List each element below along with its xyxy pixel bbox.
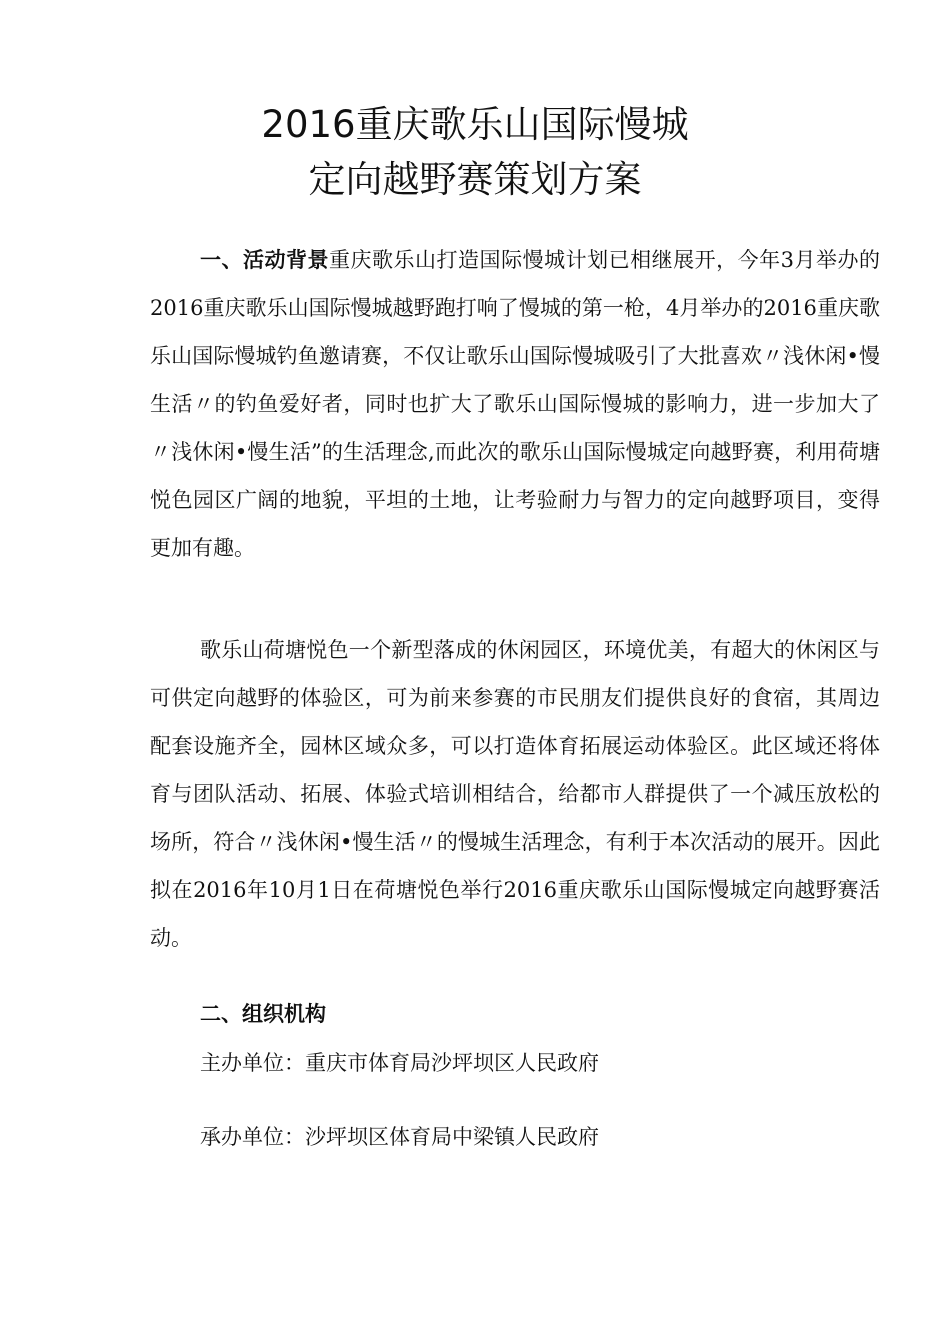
section1-paragraph1	[150, 236, 880, 572]
host-unit-line: 主办单位：重庆市体育局沙坪坝区人民政府	[200, 1051, 599, 1075]
document-title-line1: 2016重庆歌乐山国际慢城	[261, 103, 689, 146]
section1-paragraph1-text: 重庆歌乐山打造国际慢城计划已相继展开，今年3月举办的2016重庆歌乐山国际慢城越野跑打响了慢城的第一枪，4月举办的2016重庆歌乐山国际慢城钓鱼邀请赛，不仅让歌乐山国际慢城吸引了大批喜欢〃浅休闲•慢生活〃的钓鱼爱好者，同时也扩大了歌乐山国际慢城的影响力，进一步加大了〃浅休闲•慢生活”的生活理念,而此次的歌乐山国际慢城定向越野赛，利用荷塘悦色园区广阔的地貌，平坦的土地，让考验耐力与智力的定向越野项目，变得更加有趣。	[150, 248, 881, 560]
section1-block-2	[150, 626, 880, 962]
section1-block	[150, 236, 880, 572]
section1-heading: 一、活动背景	[200, 248, 330, 272]
section1-paragraph2: 歌乐山荷塘悦色一个新型落成的休闲园区，环境优美，有超大的休闲区与可供定向越野的体验区，可为前来参赛的市民朋友们提供良好的食宿，其周边配套设施齐全，园林区域众多，可以打造体育拓展运动体验区。此区域还将体育与团队活动、拓展、体验式培训相结合，给都市人群提供了一个减压放松的场所，符合〃浅休闲•慢生活〃的慢城生活理念，有利于本次活动的展开。因此拟在2016年10月1日在荷塘悦色举行2016重庆歌乐山国际慢城定向越野赛活动。	[150, 638, 880, 950]
section2-heading: 二、组织机构	[200, 1002, 326, 1026]
organizer-unit-line: 承办单位：沙坪坝区体育局中梁镇人民政府	[200, 1125, 599, 1149]
document-title-line2: 定向越野赛策划方案	[308, 158, 642, 201]
